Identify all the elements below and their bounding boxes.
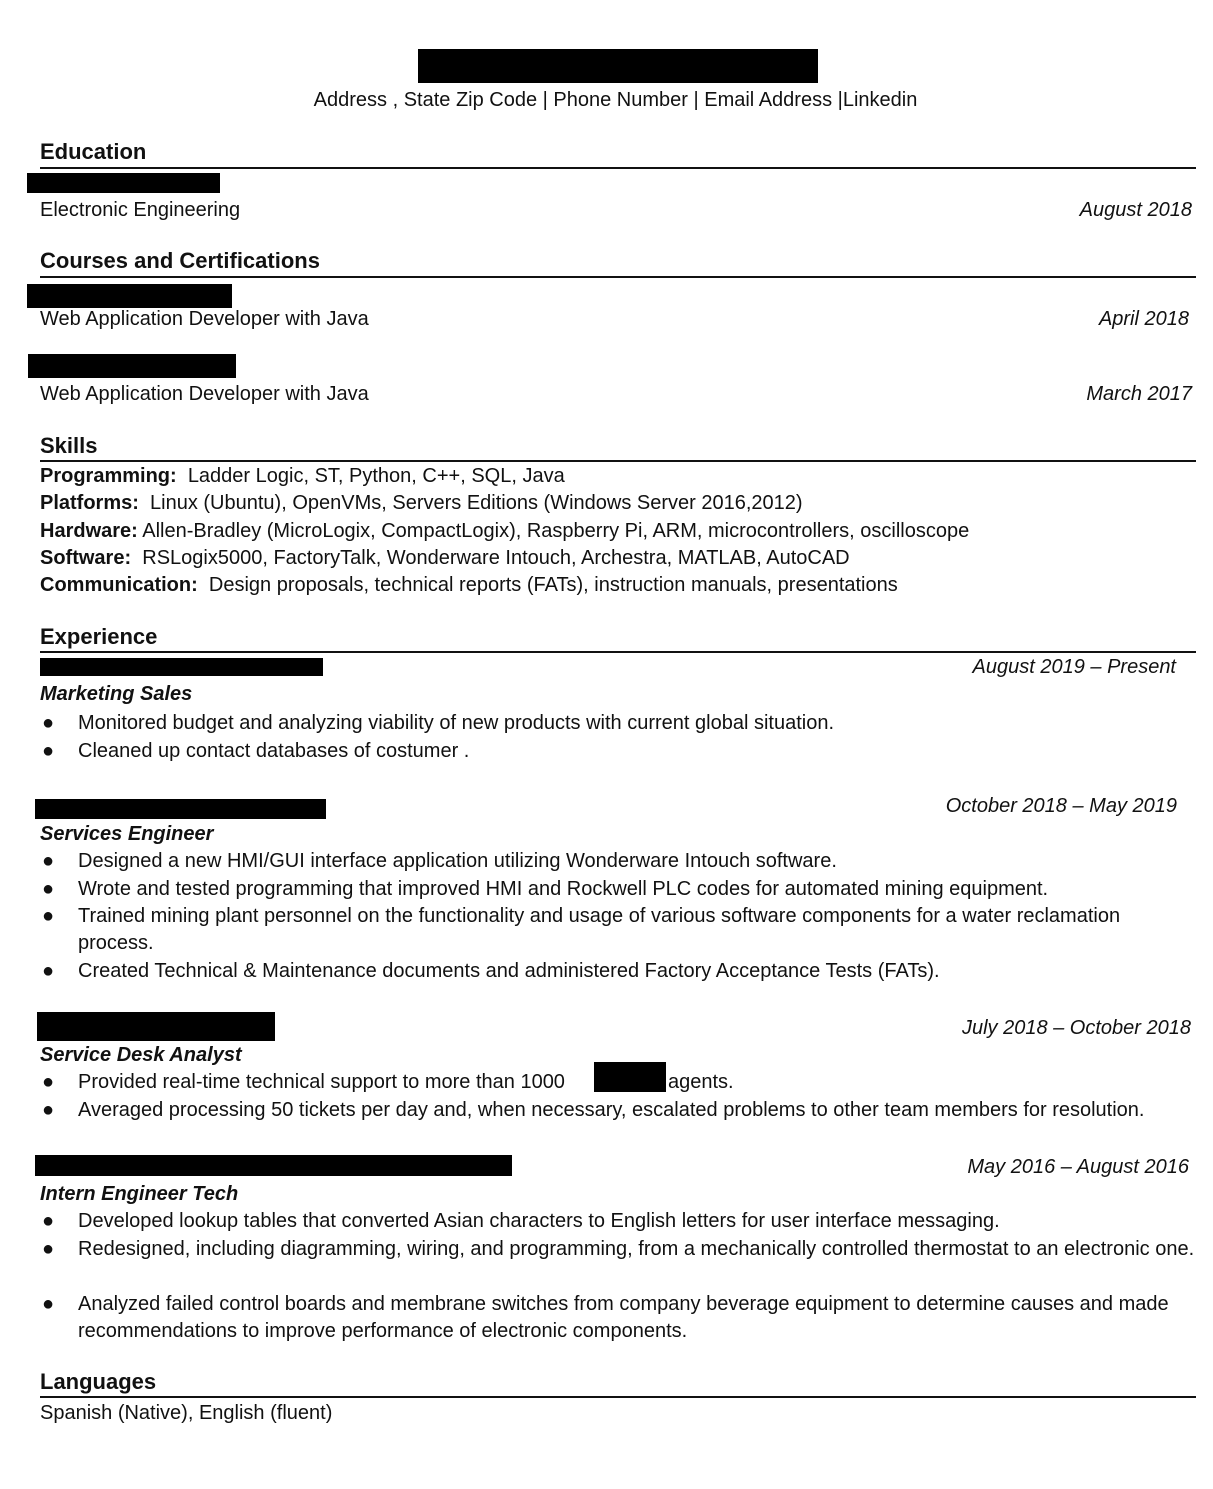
skill-value: Design proposals, technical reports (FATs), instruction manuals, presentations	[208, 574, 898, 596]
redacted-company	[594, 1062, 666, 1092]
job-date: October 2018 – May 2019	[945, 795, 1177, 817]
redacted-school	[27, 173, 220, 193]
course-date: March 2017	[1086, 383, 1192, 405]
skill-value: Ladder Logic, ST, Python, C++, SQL, Java	[187, 465, 565, 487]
bullet-icon: ●	[42, 712, 55, 734]
section-heading-courses: Courses and Certifications	[40, 248, 320, 273]
list-item: ● Redesigned, including diagramming, wiring, and programming, from a mechanically controlled thermostat to an electronic one.	[40, 1236, 1200, 1263]
skill-platforms	[40, 492, 803, 515]
section-divider	[40, 167, 1196, 169]
course-date: April 2018	[1098, 308, 1189, 330]
list-item: ● Averaged processing 50 tickets per day and, when necessary, escalated problems to other team members for resolution.	[40, 1097, 1200, 1124]
bullet-icon: ●	[42, 1210, 55, 1232]
bullet-icon: ●	[42, 1238, 55, 1260]
section-divider	[40, 276, 1196, 278]
skill-label: Communication:	[40, 574, 198, 596]
list-item: ● Developed lookup tables that converted Asian characters to English letters for user interface messaging.	[40, 1208, 1200, 1235]
skill-label: Hardware:	[40, 520, 138, 542]
course-name: Web Application Developer with Java	[40, 383, 369, 405]
job-date: May 2016 – August 2016	[967, 1156, 1189, 1178]
skill-label: Software:	[40, 547, 132, 569]
redacted-employer	[40, 658, 323, 676]
job-role: Services Engineer	[40, 823, 214, 845]
job-role: Service Desk Analyst	[40, 1044, 242, 1066]
job-date: July 2018 – October 2018	[961, 1017, 1191, 1039]
redacted-course-provider	[27, 284, 232, 308]
course-name: Web Application Developer with Java	[40, 308, 369, 330]
list-item: ● Designed a new HMI/GUI interface application utilizing Wonderware Intouch software.	[40, 848, 1200, 875]
list-item: ● Created Technical & Maintenance documents and administered Factory Acceptance Tests (FATs).	[40, 958, 1200, 985]
skill-label: Platforms:	[40, 492, 139, 514]
bullet-icon: ●	[42, 878, 55, 900]
bullet-icon: ●	[42, 1071, 55, 1093]
section-divider	[40, 1396, 1196, 1398]
list-item: ● Trained mining plant personnel on the functionality and usage of various software components for a water reclamation process.	[42, 905, 1121, 954]
education-program: Electronic Engineering	[40, 199, 241, 221]
section-divider	[40, 651, 1196, 653]
list-item: ● Wrote and tested programming that improved HMI and Rockwell PLC codes for automated mining equipment.	[40, 876, 1200, 903]
skill-value: Linux (Ubuntu), OpenVMs, Servers Editions (Windows Server 2016,2012)	[150, 492, 803, 514]
bullet-continuation: agents.	[668, 1071, 734, 1093]
contact-line: Address , State Zip Code | Phone Number | Email Address |Linkedin	[313, 89, 918, 111]
bullet-icon: ●	[42, 905, 55, 927]
redacted-course-provider	[28, 354, 236, 378]
section-heading-experience: Experience	[40, 624, 158, 649]
bullet-icon: ●	[42, 960, 55, 982]
skill-software	[40, 547, 850, 570]
job-role: Marketing Sales	[40, 683, 193, 705]
section-divider	[40, 460, 1196, 462]
skill-communication	[40, 574, 898, 597]
education-date: August 2018	[1079, 199, 1192, 221]
list-item: ● Provided real-time technical support to more than 1000	[40, 1069, 1200, 1096]
skill-label: Programming:	[40, 465, 177, 487]
languages-value: Spanish (Native), English (fluent)	[40, 1402, 333, 1424]
list-item: ● Monitored budget and analyzing viability of new products with current global situation.	[40, 710, 1200, 737]
skill-programming	[40, 465, 565, 488]
bullet-icon: ●	[42, 850, 55, 872]
section-heading-education: Education	[40, 139, 147, 164]
section-heading-languages: Languages	[40, 1369, 157, 1394]
redacted-name	[418, 49, 818, 83]
bullet-icon: ●	[42, 1099, 55, 1121]
list-item: ● Cleaned up contact databases of costumer .	[40, 738, 1200, 765]
redacted-employer	[35, 1155, 512, 1176]
job-role: Intern Engineer Tech	[40, 1183, 239, 1205]
skill-value: RSLogix5000, FactoryTalk, Wonderware Intouch, Archestra, MATLAB, AutoCAD	[142, 547, 850, 569]
skill-value: Allen-Bradley (MicroLogix, CompactLogix), Raspberry Pi, ARM, microcontrollers, oscilloscope	[142, 520, 970, 542]
job-date: August 2019 – Present	[972, 656, 1176, 678]
skill-hardware	[40, 520, 969, 543]
bullet-icon: ●	[42, 740, 55, 762]
redacted-employer	[35, 799, 326, 819]
section-heading-skills: Skills	[40, 433, 98, 458]
redacted-employer	[37, 1012, 275, 1041]
list-item: ● Analyzed failed control boards and membrane switches from company beverage equipment to determine causes and made recommendations to improve performance of electronic components.	[42, 1293, 1169, 1342]
bullet-icon: ●	[42, 1293, 55, 1315]
